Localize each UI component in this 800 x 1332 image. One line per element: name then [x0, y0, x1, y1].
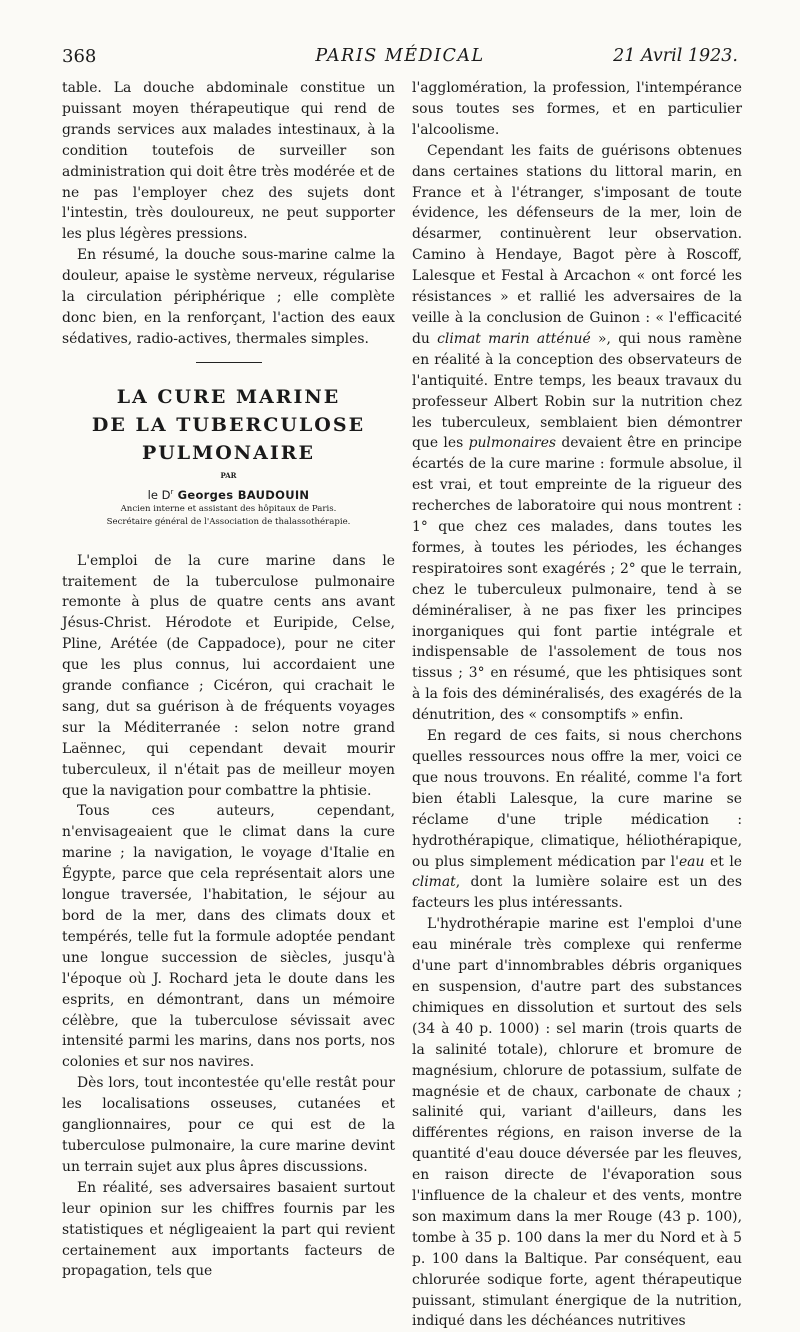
paragraph: l'agglomération, la profession, l'intempérance sous toutes ses formes, et en particulier l'alcoolisme. — [412, 80, 742, 138]
page-number: 368 — [62, 46, 97, 67]
paragraph: Tous ces auteurs, cependant, n'envisageaient que le climat dans la cure marine ; la navigation, le voyage d'Italie en Égypte, parce que cela représentait alors une longue traversée, l'habitation, le séjour au bord de la mer, dans des climats doux et tempérés, telle fut la formule adoptée pendant une longue succession de siècles, jusqu'à l'époque où J. Rochard jeta le doute dans les esprits, en démontrant, dans un mémoire célèbre, que la tuberculose sévissait avec intensité parmi les marins, dans nos ports, nos colonies et sur nos navires. — [62, 803, 395, 1071]
affiliation: Secrétaire général de l'Association de thalassothérapie. — [106, 516, 351, 527]
paragraph: Cependant les faits de guérisons obtenues dans certaines stations du littoral marin, en France et à l'étranger, s'imposant de toute évidence, les défenseurs de la mer, loin de désarmer, continuèrent leur observation. Camino à Hendaye, Bagot père à Roscoff, Lalesque et Festal à Arcachon « ont forcé les résistances » et rallié les adversaires de la veille à la conclusion de Guinon : « l'efficacité du climat marin atténué », qui nous ramène en réalité à la conception des observateurs de l'antiquité. Entre temps, les beaux travaux du professeur Albert Robin sur la nutrition chez les tuberculeux, semblaient bien démontrer que les pulmonaires devaient être en principe écartés de la cure marine : formule absolue, il est vrai, et tout empreinte de la rigueur des recherches de laboratoire qui nous montrent : 1° que chez ces malades, dans toutes les formes, à toutes les périodes, les échanges respiratoires sont exagérés ; 2° que le terrain, chez le tuberculeux pulmonaire, tend à se déminéraliser, à ne pas fixer les principes inorganiques qui font partie intégrale et indispensable de l'assolement de tous nos tissus ; 3° en résumé, que les phtisiques sont à la fois des déminéralisés, des exagérés de la dénutrition, des « consomptifs » enfin. — [412, 142, 742, 724]
article-title-line: PULMONAIRE — [141, 441, 316, 464]
paragraph: En réalité, ses adversaires basaient surtout leur opinion sur les chiffres fournis par les statistiques et négligeaient la part qui revient certainement aux importants facteurs de propagation, tels que — [62, 1179, 395, 1280]
article-title-line: DE LA TUBERCULOSE — [91, 413, 366, 436]
paragraph: Dès lors, tout incontestée qu'elle restât pour les localisations osseuses, cutanées et ganglionnaires, pour ce qui est de la tuberculose pulmonaire, la cure marine devint un terrain sujet aux plus âpres discussions. — [62, 1075, 395, 1175]
paragraph: En regard de ces faits, si nous cherchons quelles ressources nous offre la mer, voici ce que nous trouvons. En réalité, comme l'a fort bien établi Lalesque, la cure marine se réclame d'une triple médication : hydrothérapique, climatique, héliothérapique, ou plus simplement médication par l'eau et le climat, dont la lumière solaire est un des facteurs les plus intéressants. — [412, 728, 742, 912]
paragraph: table. La douche abdominale constitue un puissant moyen thérapeutique qui rend de grands services aux malades intestinaux, à la condition toutefois de surveiller son administration qui doit être très modérée et de ne pas l'employer chez des sujets dont l'intestin, très douloureux, ne peut supporter les plus légères pressions. — [62, 80, 395, 243]
article-heading — [62, 383, 395, 529]
byline-par: PAR — [220, 470, 237, 480]
left-column — [62, 78, 395, 1282]
article-title-line: LA CURE MARINE — [116, 385, 341, 408]
paragraph: En résumé, la douche sous-marine calme la douleur, apaise le système nerveux, régularise la circulation périphérique ; elle complète donc bien, en la renforçant, l'action des eaux sédatives, radio-actives, thermales simples. — [62, 247, 395, 347]
article-author: le $D^r$ Georges BAUDOUIN — [147, 487, 310, 502]
running-header — [62, 46, 738, 72]
section-divider — [196, 362, 262, 363]
paragraph: L'hydrothérapie marine est l'emploi d'une eau minérale très complexe qui renferme d'une part d'innombrables débris organiques en suspension, d'autre part des substances chimiques en dissolution et surtout des sels (34 à 40 p. 1000) : sel marin (trois quarts de la salinité totale), chlorure et bromure de magnésium, chlorure de potassium, sulfate de magnésie et de chaux, carbonate de chaux ; salinité qui, variant d'ailleurs, dans les différentes régions, en raison inverse de la quantité d'eau douce déversée par les fleuves, en raison directe de l'évaporation sous l'influence de la chaleur et des vents, montre son maximum dans la mer Rouge (43 p. 100), tombe à 35 p. 100 dans la mer du Nord et à 5 p. 100 dans la Baltique. Par conséquent, eau chlorurée sodique forte, agent thérapeutique puissant, stimulant énergique de la nutrition, indiqué dans les déchéances nutritives — [412, 916, 742, 1330]
issue-date: 21 Avril 1923. — [613, 46, 738, 66]
journal-name: PARIS MÉDICAL — [315, 46, 485, 66]
right-column — [412, 78, 742, 1332]
author-affiliations — [62, 503, 395, 529]
affiliation: Ancien interne et assistant des hôpitaux de Paris. — [120, 503, 337, 514]
paragraph: L'emploi de la cure marine dans le traitement de la tuberculose pulmonaire remonte à plus de quatre cents ans avant Jésus-Christ. Hérodote et Euripide, Celse, Pline, Arétée (de Cappadoce), pour ne citer que les plus connus, lui accordaient une grande confiance ; Cicéron, qui crachait le sang, dut sa guérison à de fréquents voyages sur la Méditerranée : selon notre grand Laënnec, qui cependant devait mourir tuberculeux, il n'était pas de meilleur moyen que la navigation pour combattre la phtisie. — [62, 552, 395, 799]
